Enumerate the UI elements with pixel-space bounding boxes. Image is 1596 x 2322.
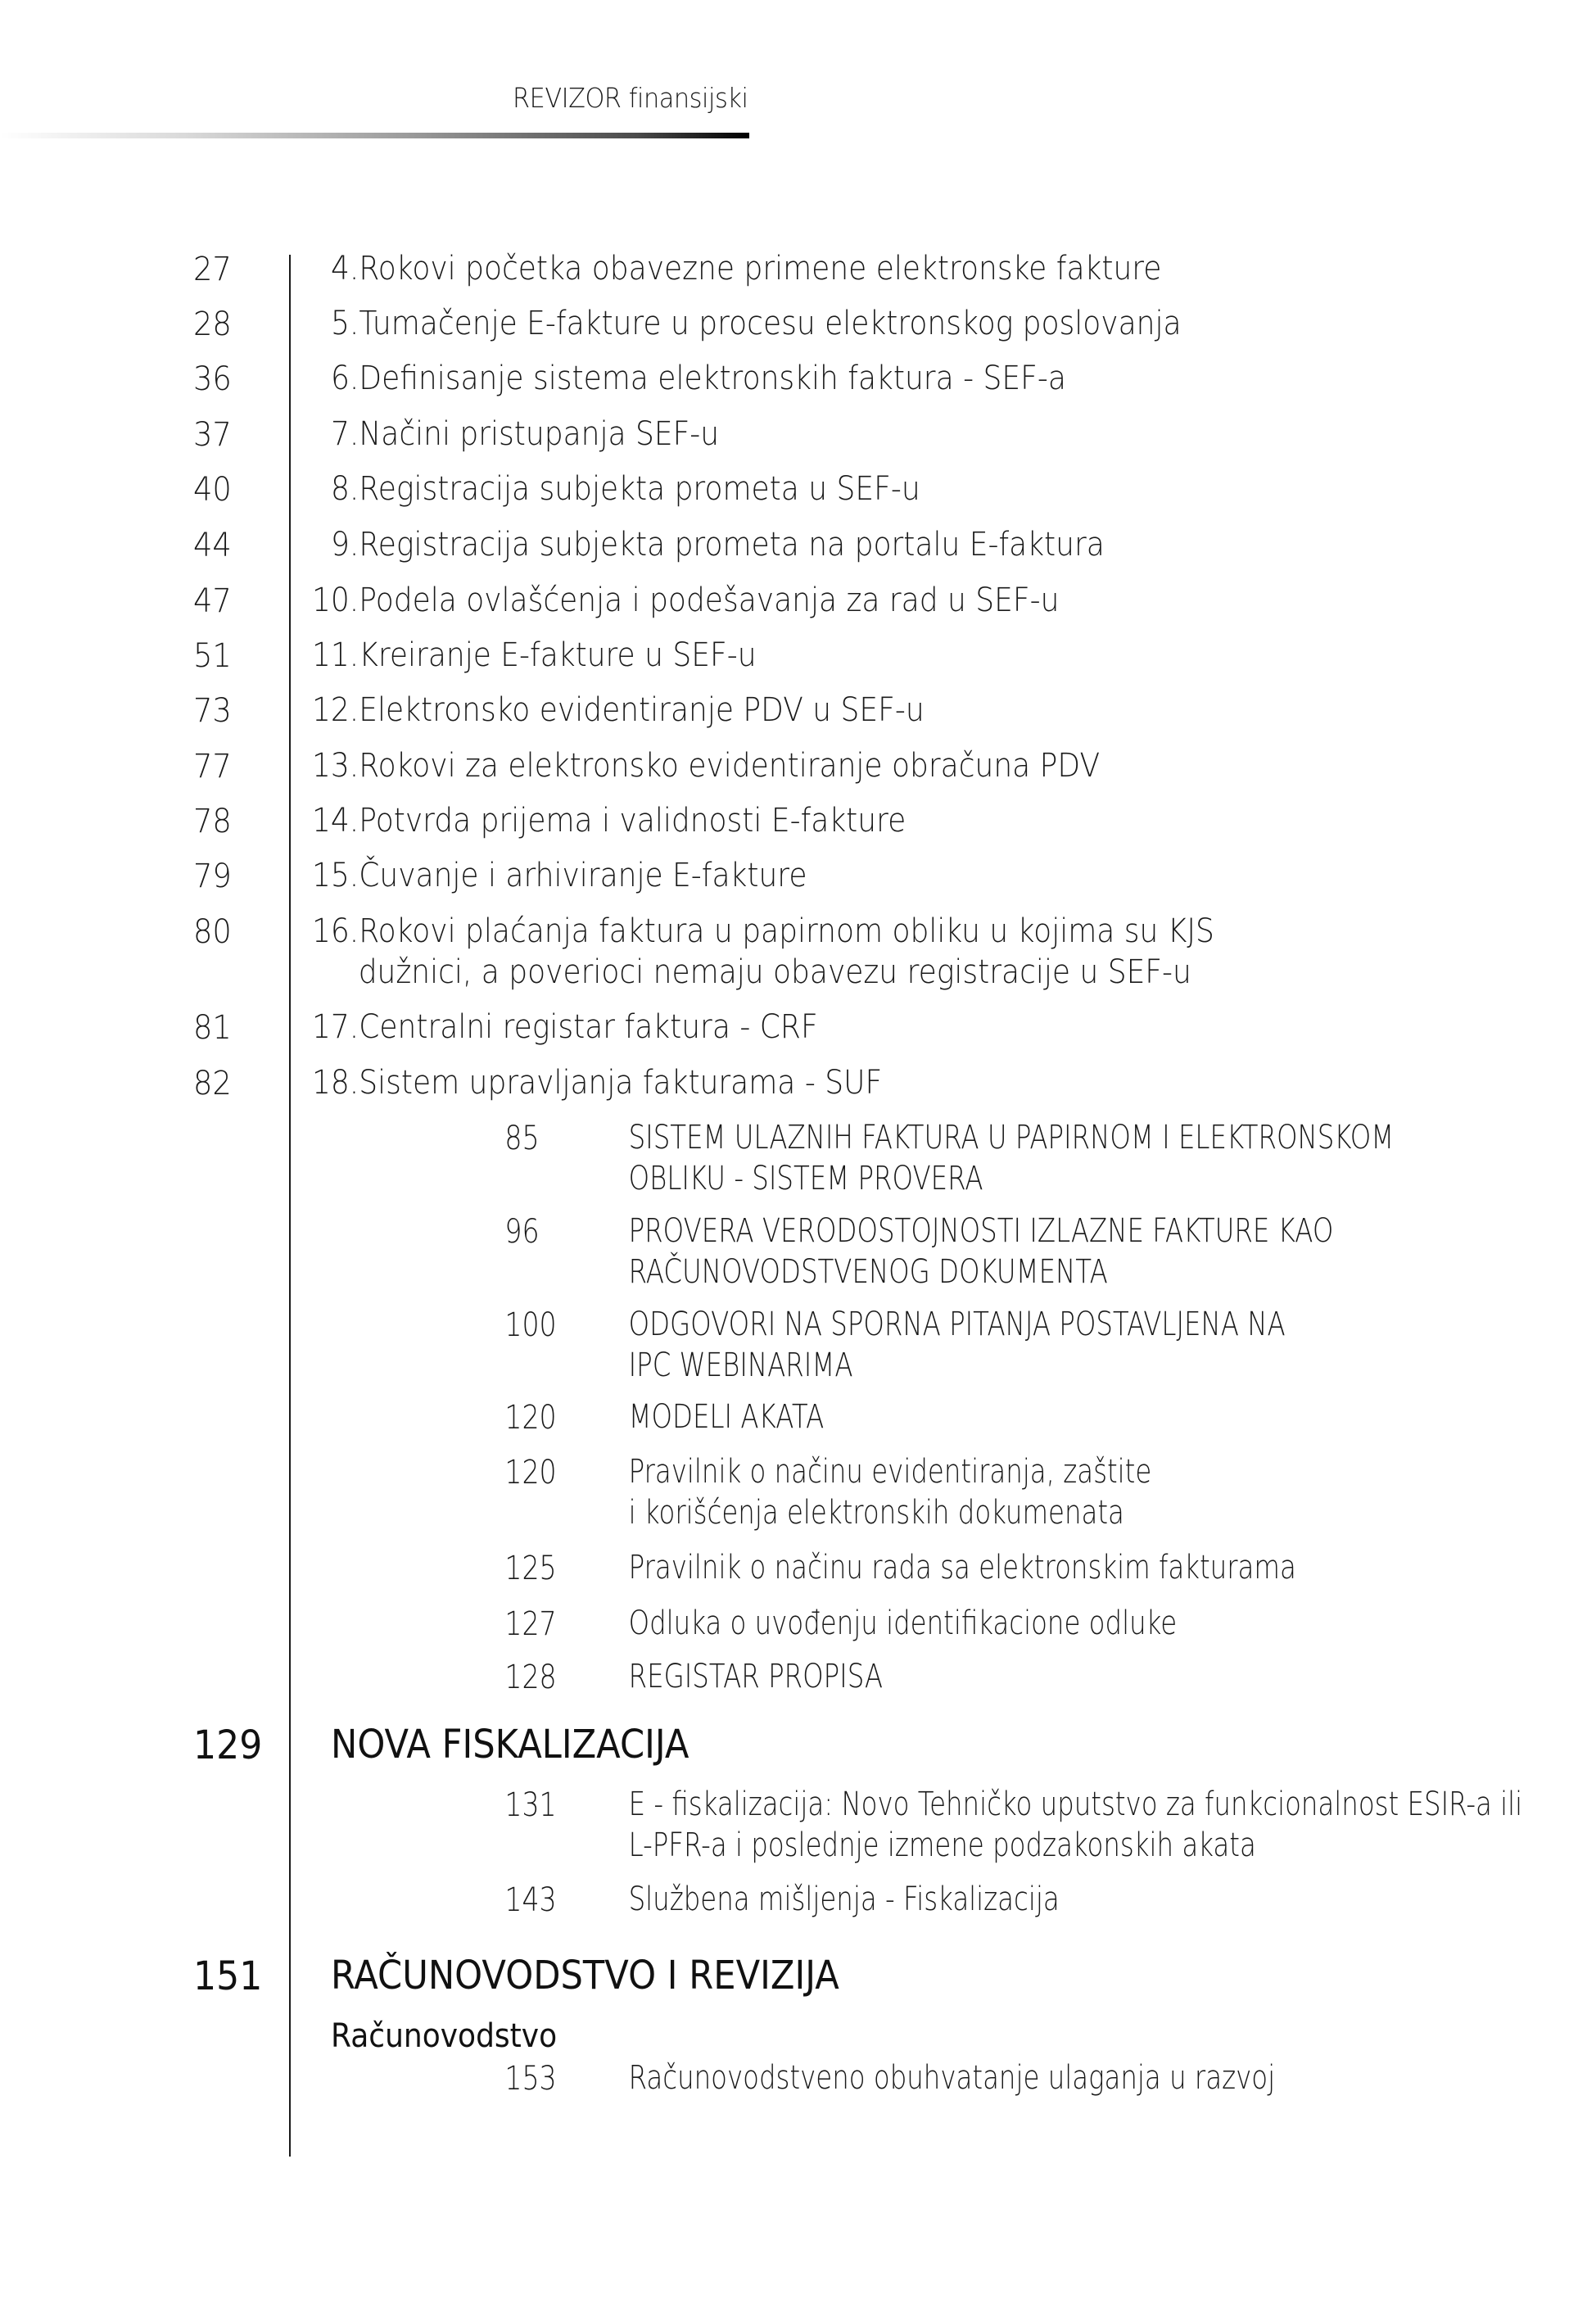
toc-page-number: 37 xyxy=(193,416,232,454)
toc-entry-title xyxy=(312,1007,818,1048)
toc-entry-text: Rokovi za elektronsko evidentiranje obračuna PDV xyxy=(359,747,1101,785)
toc-entry-line xyxy=(312,911,1214,952)
toc-entry-line xyxy=(629,1158,1395,1199)
toc-entry-text: Odluka o uvođenju identifikacione odluke xyxy=(628,1605,1178,1642)
toc-item-number: 13. xyxy=(312,747,359,785)
toc-item-number: 17. xyxy=(312,1008,359,1046)
toc-entry-line xyxy=(331,468,920,509)
toc-entry-text: Pravilnik o načinu evidentiranja, zaštite xyxy=(628,1453,1152,1491)
toc-item-number: 6. xyxy=(331,360,359,397)
toc-entry-line xyxy=(629,1603,1178,1644)
toc-entry-text: Službena mišljenja - Fiskalizacija xyxy=(628,1881,1060,1918)
toc-entry-title xyxy=(629,1211,1334,1292)
toc-entry-text: PROVERA VERODOSTOJNOSTI IZLAZNE FAKTURE KAO xyxy=(628,1212,1334,1250)
toc-entry-title xyxy=(629,1603,1178,1644)
toc-entry-text: Računovodstveno obuhvatanje ulaganja u razvoj xyxy=(628,2059,1276,2097)
page-header xyxy=(0,0,749,139)
toc-entry-text: Definisanje sistema elektronskih faktura - SEF-a xyxy=(359,360,1066,397)
toc-page-number: 85 xyxy=(504,1120,540,1157)
toc-entry-line xyxy=(312,1062,882,1103)
toc-entry-text: Potvrda prijema i validnosti E-fakture xyxy=(359,802,907,840)
toc-page-number: 153 xyxy=(504,2060,557,2098)
toc-item-number: 9. xyxy=(331,526,359,564)
toc-entry-text: Registracija subjekta prometa u SEF-u xyxy=(359,470,920,508)
toc-entry-text: ODGOVORI NA SPORNA PITANJA POSTAVLJENA NA xyxy=(628,1306,1286,1343)
toc-entry-title xyxy=(331,1722,689,1768)
toc-entry-line xyxy=(629,1396,825,1437)
toc-entry-title xyxy=(629,1879,1060,1920)
toc-page-number: 77 xyxy=(193,748,232,785)
toc-entry-text: Podela ovlašćenja i podešavanja za rad u SEF-u xyxy=(359,582,1060,619)
toc-item-number: 10. xyxy=(312,582,359,619)
toc-entry-text: E - fiskalizacija: Novo Tehničko uputstvo za funkcionalnost ESIR-a ili xyxy=(628,1786,1523,1823)
toc-entry-text: Čuvanje i arhiviranje E-fakture xyxy=(359,857,807,894)
toc-entry-title xyxy=(312,580,1059,621)
toc-page-number: 143 xyxy=(504,1881,557,1919)
toc-entry-line xyxy=(629,1656,883,1697)
toc-item-number: 18. xyxy=(312,1064,359,1102)
toc-entry-text: i korišćenja elektronskih dokumenata xyxy=(628,1494,1124,1532)
toc-page-number: 47 xyxy=(193,582,232,620)
toc-page-number: 78 xyxy=(193,803,232,840)
toc-page-number: 82 xyxy=(193,1065,232,1102)
toc-entry-title xyxy=(331,414,719,455)
toc-entry-text: Centralni registar faktura - CRF xyxy=(359,1008,818,1046)
toc-entry-title xyxy=(629,1784,1523,1866)
toc-entry-title xyxy=(312,690,925,731)
toc-item-number: 5. xyxy=(331,305,359,342)
toc-entry-title xyxy=(312,800,906,841)
toc-entry-title xyxy=(331,303,1182,344)
toc-entry-line xyxy=(629,1345,1286,1386)
toc-entry-text: NOVA FISKALIZACIJA xyxy=(331,1722,689,1768)
toc-entry-line xyxy=(629,1252,1334,1292)
toc-entry-line xyxy=(312,952,1214,993)
toc-page-number: 151 xyxy=(193,1953,263,1999)
toc-entry-line xyxy=(629,1117,1395,1158)
toc-item-number: 11. xyxy=(312,636,359,674)
toc-page-number: 27 xyxy=(193,251,232,288)
toc-entry-text: SISTEM ULAZNIH FAKTURA U PAPIRNOM I ELEKTRONSKOM xyxy=(628,1119,1395,1156)
toc-entry-line xyxy=(331,524,1105,565)
header-gradient-rule xyxy=(0,133,749,138)
toc-page-number: 36 xyxy=(193,360,232,398)
toc-entry-line xyxy=(331,1722,689,1768)
toc-item-number: 12. xyxy=(312,691,359,729)
toc-entry-title xyxy=(629,1304,1286,1386)
toc-entry-line xyxy=(312,580,1059,621)
toc-entry-title xyxy=(629,2057,1275,2098)
toc-entry-title xyxy=(331,248,1161,289)
toc-page-number: 44 xyxy=(193,527,232,564)
toc-entry-line xyxy=(629,1211,1334,1252)
toc-entry-title xyxy=(629,1451,1152,1533)
toc-page-number: 131 xyxy=(504,1786,557,1824)
toc-entry-title xyxy=(331,468,920,509)
toc-page-number: 125 xyxy=(504,1550,557,1587)
toc-entry-text: Pravilnik o načinu rada sa elektronskim fakturama xyxy=(628,1549,1296,1586)
toc-entry-text: Elektronsko evidentiranje PDV u SEF-u xyxy=(359,691,925,729)
toc-entry-line xyxy=(629,1492,1152,1533)
toc-entry-title xyxy=(331,524,1105,565)
toc-entry-line xyxy=(331,248,1161,289)
toc-entry-title xyxy=(629,1396,825,1437)
toc-page-number: 51 xyxy=(193,637,232,675)
toc-entry-text: L-PFR-a i poslednje izmene podzakonskih akata xyxy=(628,1826,1256,1864)
toc-item-number: 4. xyxy=(331,250,359,287)
toc-entry-text: Tumačenje E-fakture u procesu elektronskog poslovanja xyxy=(359,305,1182,342)
toc-entry-line xyxy=(331,2016,557,2057)
toc-page-number: 79 xyxy=(193,858,232,895)
toc-entry-title xyxy=(629,1547,1296,1588)
toc-entry-line xyxy=(629,1879,1060,1920)
toc-entry-text: RAČUNOVODSTVO I REVIZIJA xyxy=(331,1953,839,1998)
toc-entry-text: OBLIKU - SISTEM PROVERA xyxy=(628,1160,983,1197)
toc-entry-line xyxy=(629,1304,1286,1345)
toc-entry-text: Rokovi početka obavezne primene elektronske fakture xyxy=(359,250,1162,287)
toc-entry-text: Sistem upravljanja fakturama - SUF xyxy=(359,1064,883,1102)
toc-entry-text: Računovodstvo xyxy=(331,2017,558,2055)
publication-title: REVIZOR finansijski xyxy=(512,82,748,114)
toc-entry-line xyxy=(331,1955,839,1996)
toc-page-number: 73 xyxy=(193,692,232,730)
toc-entry-title xyxy=(331,358,1066,399)
toc-entry-title xyxy=(312,635,757,676)
toc-item-number: 8. xyxy=(331,470,359,508)
toc-entry-title xyxy=(331,1955,839,1996)
toc-vertical-divider xyxy=(289,255,291,2157)
toc-entry-text: dužnici, a poverioci nemaju obavezu registracije u SEF-u xyxy=(358,953,1191,991)
toc-page-number: 120 xyxy=(504,1399,557,1437)
toc-entry-text: RAČUNOVODSTVENOG DOKUMENTA xyxy=(628,1253,1108,1291)
toc-entry-text: Registracija subjekta prometa na portalu E-faktura xyxy=(359,526,1105,564)
toc-entry-line xyxy=(629,1547,1296,1588)
toc-page-number: 81 xyxy=(193,1009,232,1047)
toc-entry-line xyxy=(629,1784,1523,1825)
toc-page-number: 129 xyxy=(193,1722,263,1768)
toc-item-number: 7. xyxy=(331,415,359,453)
toc-entry-text: Rokovi plaćanja faktura u papirnom obliku u kojima su KJS xyxy=(359,912,1214,950)
toc-entry-line xyxy=(331,303,1182,344)
toc-item-number: 15. xyxy=(312,857,359,894)
toc-entry-text: Načini pristupanja SEF-u xyxy=(359,415,720,453)
toc-entry-line xyxy=(312,745,1100,786)
toc-entry-line xyxy=(331,414,719,455)
toc-entry-text: REGISTAR PROPISA xyxy=(628,1658,884,1695)
toc-entry-line xyxy=(629,1451,1152,1492)
toc-entry-text: IPC WEBINARIMA xyxy=(628,1347,853,1384)
toc-entry-line xyxy=(629,2057,1275,2098)
toc-page-number: 28 xyxy=(193,306,232,343)
toc-entry-text: Kreiranje E-fakture u SEF-u xyxy=(359,636,757,674)
toc-entry-title xyxy=(312,1062,882,1103)
toc-entry-line xyxy=(312,855,807,896)
toc-item-number: 16. xyxy=(312,912,359,950)
toc-page-number: 120 xyxy=(504,1454,557,1491)
toc-entry-line xyxy=(312,1007,818,1048)
toc-entry-title xyxy=(312,911,1214,993)
toc-entry-line xyxy=(331,358,1066,399)
toc-page-number: 128 xyxy=(504,1659,557,1696)
toc-page-number: 40 xyxy=(193,471,232,509)
toc-page-number: 127 xyxy=(504,1605,557,1643)
toc-entry-title xyxy=(629,1656,883,1697)
toc-page-number: 96 xyxy=(504,1213,540,1251)
toc-page-number: 80 xyxy=(193,913,232,951)
toc-page-number: 100 xyxy=(504,1306,557,1344)
toc-entry-title xyxy=(312,745,1100,786)
toc-entry-line xyxy=(312,690,925,731)
toc-entry-line xyxy=(629,1825,1523,1866)
toc-entry-title xyxy=(331,2016,557,2057)
toc-entry-line xyxy=(312,635,757,676)
toc-entry-title xyxy=(312,855,807,896)
toc-entry-title xyxy=(629,1117,1395,1199)
toc-entry-text: MODELI AKATA xyxy=(628,1398,825,1436)
toc-item-number: 14. xyxy=(312,802,359,840)
toc-entry-line xyxy=(312,800,906,841)
